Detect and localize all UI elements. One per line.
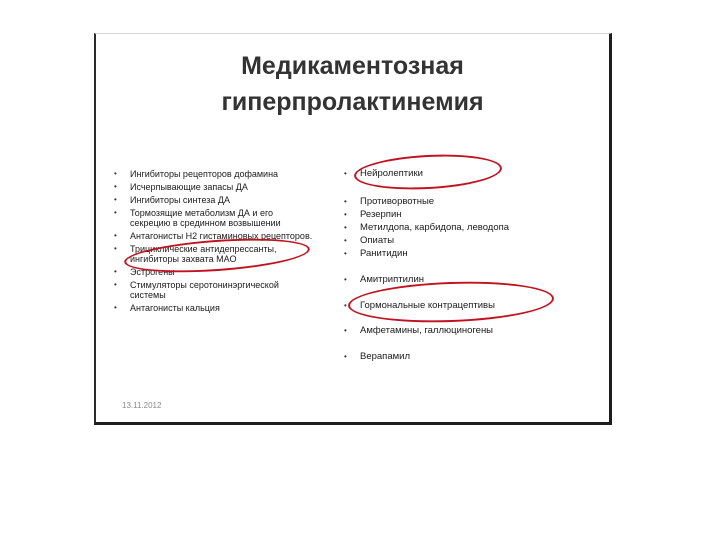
bullet-icon: • — [114, 169, 117, 178]
bullet-icon: • — [344, 249, 347, 258]
bullet-icon: • — [344, 236, 347, 245]
title-line-2: гиперпролактинемия — [221, 88, 484, 116]
bullet-icon: • — [114, 231, 117, 240]
list-item: • Резерпин — [344, 209, 402, 220]
bullet-icon: • — [344, 275, 347, 284]
list-item: • Опиаты — [344, 235, 395, 246]
bullet-icon: • — [114, 280, 117, 289]
bullet-icon: • — [344, 210, 347, 219]
list-item: • Противорвотные — [344, 196, 435, 207]
bullet-icon: • — [344, 352, 347, 361]
list-item: • Метилдопа, карбидопа, леводопа — [344, 222, 510, 233]
list-item: • Тормозящие метаболизм ДА и его — [114, 208, 274, 218]
bullet-icon: • — [114, 303, 117, 312]
bullet-icon: • — [114, 267, 117, 276]
list-item: • Антагонисты Н2 гистаминовых рецепторов. — [114, 231, 313, 241]
right-drug-list — [344, 169, 509, 362]
list-item: • Нейролептики — [344, 168, 423, 179]
list-item: • Гормональные контрацептивы — [344, 300, 495, 311]
bullet-icon: • — [114, 208, 117, 217]
slide — [94, 33, 612, 425]
bullet-icon: • — [114, 244, 117, 253]
list-item-continuation: ингибиторы захвата МАО — [130, 254, 237, 264]
list-item: • Амфетамины, галлюциногены — [344, 325, 494, 336]
list-item: • Эстрогены — [114, 267, 175, 277]
list-item: • Исчерпывающие запасы ДА — [114, 182, 248, 192]
list-item: • Ингибиторы синтеза ДА — [114, 195, 230, 205]
bullet-icon: • — [114, 195, 117, 204]
bullet-icon: • — [344, 223, 347, 232]
bullet-icon: • — [344, 169, 347, 178]
list-item: • Трициклические антидепрессанты, — [114, 244, 277, 254]
list-item: • Стимуляторы серотонинэргической — [114, 280, 279, 290]
list-item: • Ингибиторы рецепторов дофамина — [114, 169, 279, 179]
list-item: • Ранитидин — [344, 248, 408, 259]
list-item-continuation: системы — [130, 290, 166, 300]
list-item: • Амитриптилин — [344, 274, 425, 285]
list-item: • Антагонисты кальция — [114, 303, 220, 313]
left-drug-class-list — [114, 169, 312, 316]
title-line-1: Медикаментозная — [241, 52, 464, 80]
bullet-icon: • — [344, 326, 347, 335]
list-item: • Верапамил — [344, 351, 410, 362]
slide-date: 13.11.2012 — [122, 401, 162, 410]
slide-title — [96, 48, 609, 120]
bullet-icon: • — [344, 301, 347, 310]
bullet-icon: • — [344, 197, 347, 206]
bullet-icon: • — [114, 182, 117, 191]
list-item-continuation: секрецию в срединном возвышении — [130, 218, 281, 228]
